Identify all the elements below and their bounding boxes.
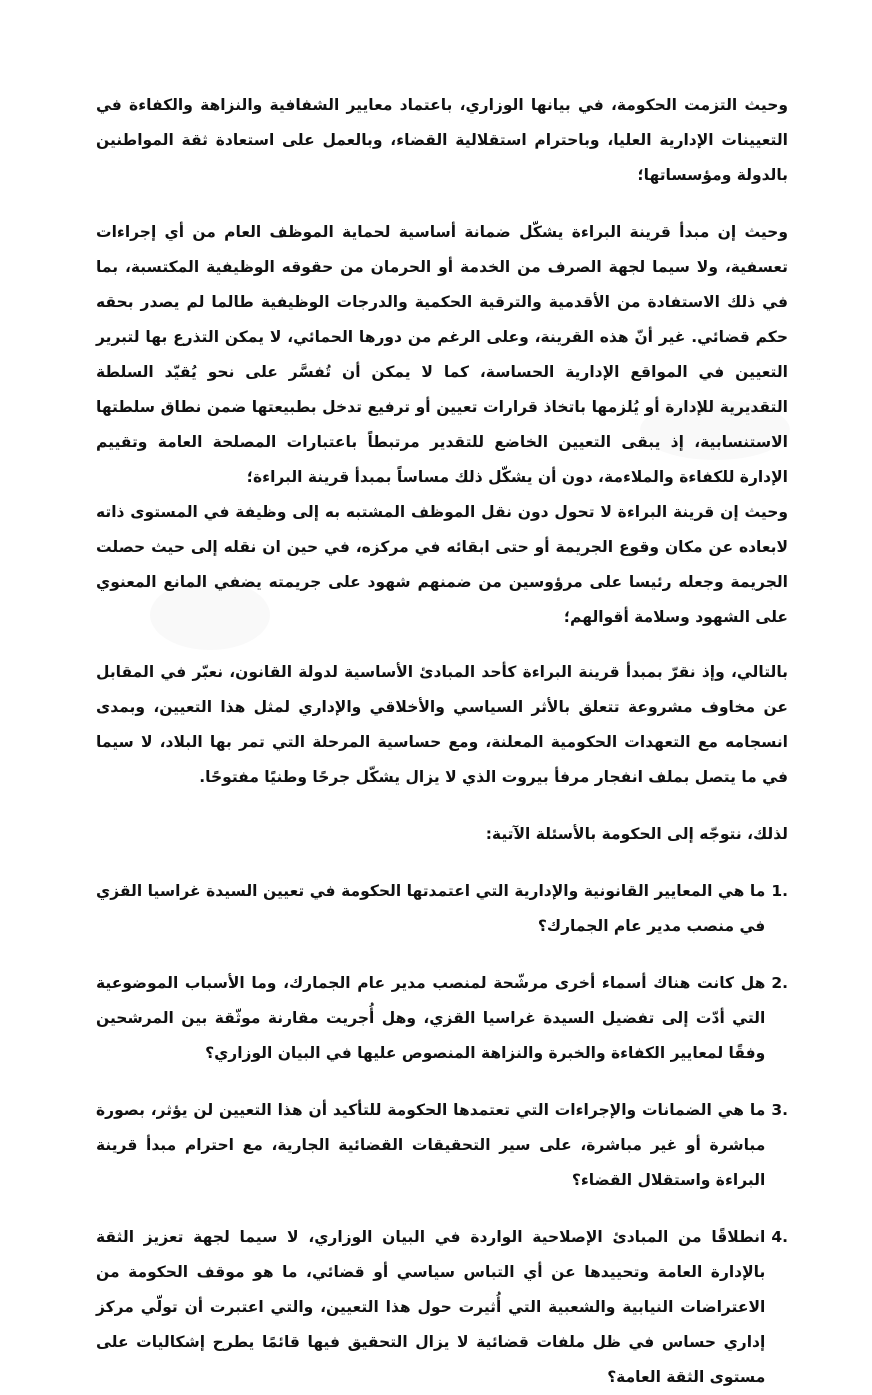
paragraph-presumption-of-innocence: وحيث إن مبدأ قرينة البراءة يشكّل ضمانة أساسية لحماية الموظف العام من أي إجراءات تعسفية، ولا سيما لجهة الصرف من الخدمة أو الحرمان من حقوقه الوظيفية المكتسبة، بما في ذلك الاستفادة من الأقدمية والترقية الحكمية والدرجات الوظيفية طالما لم يصدر بحقه حكم قضائي. غير أنّ هذه القرينة، وعلى الرغم من دورها الحمائي، لا يمكن التذرع بها لتبرير التعيين في المواقع الإدارية الحساسة، كما لا يمكن أن تُفسَّر على نحو يُقيّد السلطة التقديرية للإدارة أو يُلزمها باتخاذ قرارات تعيين أو ترفيع تدخل بطبيعتها ضمن نطاق سلطتها الاستنسابية، إذ يبقى التعيين الخاضع للتقدير مرتبطاً باعتبارات المصلحة العامة وتقييم الإدارة للكفاءة والملاءمة، دون أن يشكّل ذلك مساساً بمبدأ قرينة البراءة؛ <box>96 223 788 486</box>
paragraph-transfer-of-suspect: وحيث إن قرينة البراءة لا تحول دون نقل الموظف المشتبه به إلى وظيفة في المستوى ذاته لابعاده عن مكان وقوع الجريمة أو حتى ابقائه في مركزه، في حين ان نقله إلى حيث حصلت الجريمة وجعله رئيسا على مرؤوسين من ضمنهم شهود على جريمته يضفي المانع المعنوي على الشهود وسلامة أقوالهم؛ <box>96 503 788 626</box>
question-item <box>96 874 788 944</box>
question-number: 2. <box>771 974 788 992</box>
paragraph-concerns: بالتالي، وإذ نقرّ بمبدأ قرينة البراءة كأحد المبادئ الأساسية لدولة القانون، نعبّر في المقابل عن مخاوف مشروعة تتعلق بالأثر السياسي والأخلاقي والإداري لمثل هذا التعيين، وبمدى انسجامه مع التعهدات الحكومية المعلنة، ومع حساسية المرحلة التي تمر بها البلاد، لا سيما في ما يتصل بملف انفجار مرفأ بيروت الذي لا يزال يشكّل جرحًا وطنيًا مفتوحًا. <box>96 663 788 786</box>
question-item <box>96 966 788 1071</box>
question-text: هل كانت هناك أسماء أخرى مرشّحة لمنصب مدير عام الجمارك، وما الأسباب الموضوعية التي أدّت إلى تفضيل السيدة غراسيا القزي، وهل أُجريت مقارنة موثّقة بين المرشحين وفقًا لمعايير الكفاءة والخبرة والنزاهة المنصوص عليها في البيان الوزاري؟ <box>96 974 766 1062</box>
paragraph-government-commitment: وحيث التزمت الحكومة، في بيانها الوزاري، باعتماد معايير الشفافية والنزاهة والكفاءة في التعيينات الإدارية العليا، وباحترام استقلالية القضاء، وبالعمل على استعادة ثقة المواطنين بالدولة ومؤسساتها؛ <box>96 96 788 184</box>
question-number: 3. <box>771 1101 788 1119</box>
question-item <box>96 1220 788 1395</box>
question-text: ما هي المعايير القانونية والإدارية التي اعتمدتها الحكومة في تعيين السيدة غراسيا القزي في منصب مدير عام الجمارك؟ <box>96 882 766 935</box>
question-text: ما هي الضمانات والإجراءات التي تعتمدها الحكومة للتأكيد أن هذا التعيين لن يؤثر، بصورة مباشرة أو غير مباشرة، على سير التحقيقات القضائية الجارية، مع احترام مبدأ قرينة البراءة واستقلال القضاء؟ <box>96 1101 766 1189</box>
question-number: 4. <box>771 1228 788 1246</box>
question-item <box>96 1093 788 1198</box>
questions-list <box>96 874 788 1395</box>
question-text: انطلاقًا من المبادئ الإصلاحية الواردة في البيان الوزاري، لا سيما لجهة تعزيز الثقة بالإدارة العامة وتحييدها عن أي التباس سياسي أو قضائي، ما هو موقف الحكومة من الاعتراضات النيابية والشعبية التي أُثيرت حول هذا التعيين، والتي اعتبرت أن تولّي مركز إداري حساس في ظل ملفات قضائية لا يزال التحقيق فيها قائمًا يطرح إشكاليات على مستوى الثقة العامة؟ <box>96 1228 766 1386</box>
questions-intro: لذلك، نتوجّه إلى الحكومة بالأسئلة الآتية: <box>485 825 788 843</box>
question-number: 1. <box>771 882 788 900</box>
document-body <box>96 88 788 1395</box>
